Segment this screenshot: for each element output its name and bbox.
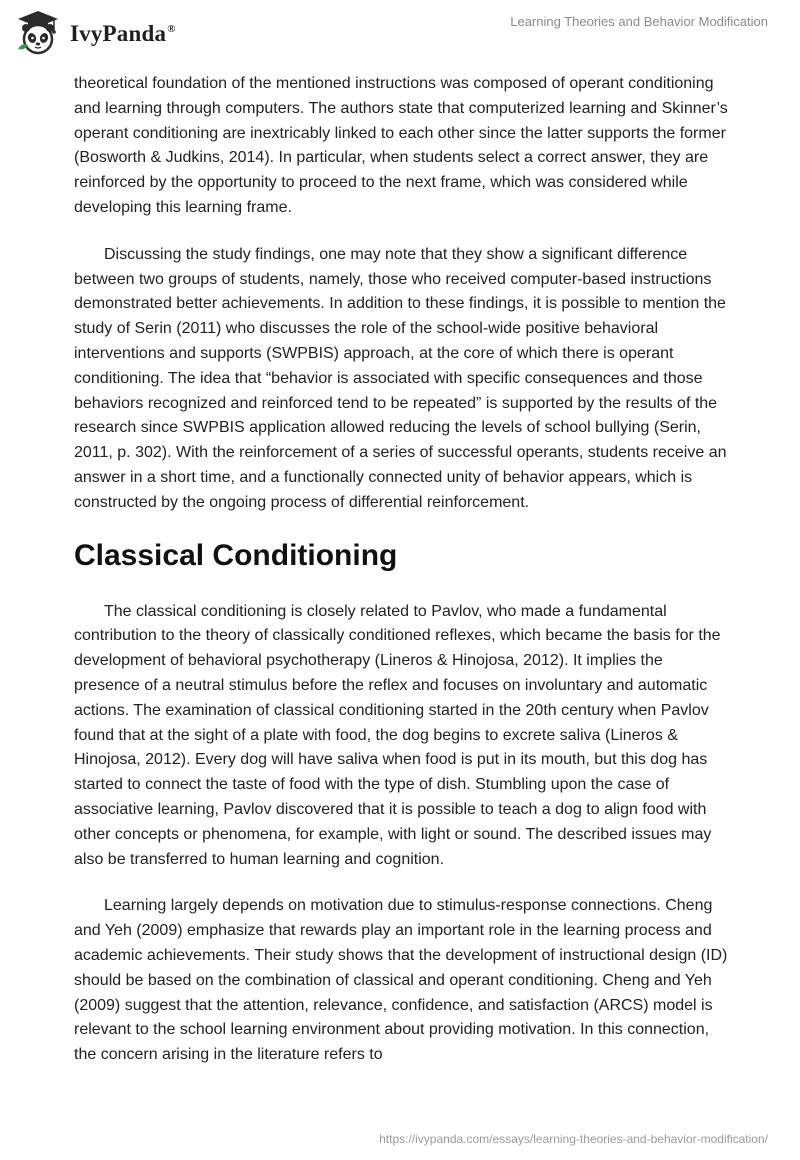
essay-paragraph: theoretical foundation of the mentioned instructions was composed of operant conditioning and learning through computers. The authors state that computerized learning and Skinner’s operant conditioning are inextricably linked to each other since the latter supports the former (Bosworth & Judkins, 2014). In particular, when students select a correct answer, they are reinforced by the opportunity to proceed to the next frame, which was considered while developing this learning frame.: [74, 75, 728, 216]
essay-paragraph: Learning largely depends on motivation due to stimulus-response connections. Cheng and Yeh (2009) emphasize that rewards play an important role in the learning process and academic achievements. Their study shows that the development of instructional design (ID) should be based on the combination of classical and operant conditioning. Cheng and Yeh (2009) suggest that the attention, relevance, confidence, and satisfaction (ARCS) model is relevant to the school learning environment about providing motivation. In this connection, the concern arising in the literature refers to: [74, 897, 728, 1064]
logo-wordmark: IvyPanda®: [70, 21, 176, 46]
source-url[interactable]: https://ivypanda.com/essays/learning-theories-and-behavior-modification/: [379, 1132, 768, 1146]
panda-graduate-icon: [14, 9, 62, 57]
section-heading: Classical Conditioning: [74, 538, 398, 572]
site-logo[interactable]: [14, 8, 176, 58]
document-title: Learning Theories and Behavior Modification: [510, 14, 768, 29]
essay-paragraph: The classical conditioning is closely related to Pavlov, who made a fundamental contribution to the theory of classically conditioned reflexes, which became the basis for the development of behavioral psychotherapy (Lineros & Hinojosa, 2012). It implies the presence of a neutral stimulus before the reflex and focuses on involuntary and automatic actions. The examination of classical conditioning started in the 20th century when Pavlov found that at the sight of a plate with food, the dog begins to excrete saliva (Lineros & Hinojosa, 2012). Every dog will have saliva when food is put in its mouth, but this dog has started to connect the taste of food with the type of dish. Stumbling upon the case of associative learning, Pavlov discovered that it is possible to teach a dog to align food with other concepts or phenomena, for example, with light or sound. The described issues may also be transferred to human learning and cognition.: [74, 602, 721, 868]
page-header: [0, 0, 800, 70]
essay-paragraph: Discussing the study findings, one may note that they show a significant difference between two groups of students, namely, those who received computer-based instructions demonstrated better achievements. In addition to these findings, it is possible to mention the study of Serin (2011) who discusses the role of the school-wide positive behavioral interventions and supports (SWPBIS) approach, at the core of which there is operant conditioning. The idea that “behavior is associated with specific consequences and those behaviors recognized and reinforced tend to be repeated” is supported by the results of the research since SWPBIS application allowed reducing the levels of school bullying (Serin, 2011, p. 302). With the reinforcement of a series of successful operants, students receive an answer in a short time, and a functionally connected unity of behavior appears, which is constructed by the ongoing process of differential reinforcement.: [74, 245, 727, 511]
essay-body: [74, 72, 730, 1090]
